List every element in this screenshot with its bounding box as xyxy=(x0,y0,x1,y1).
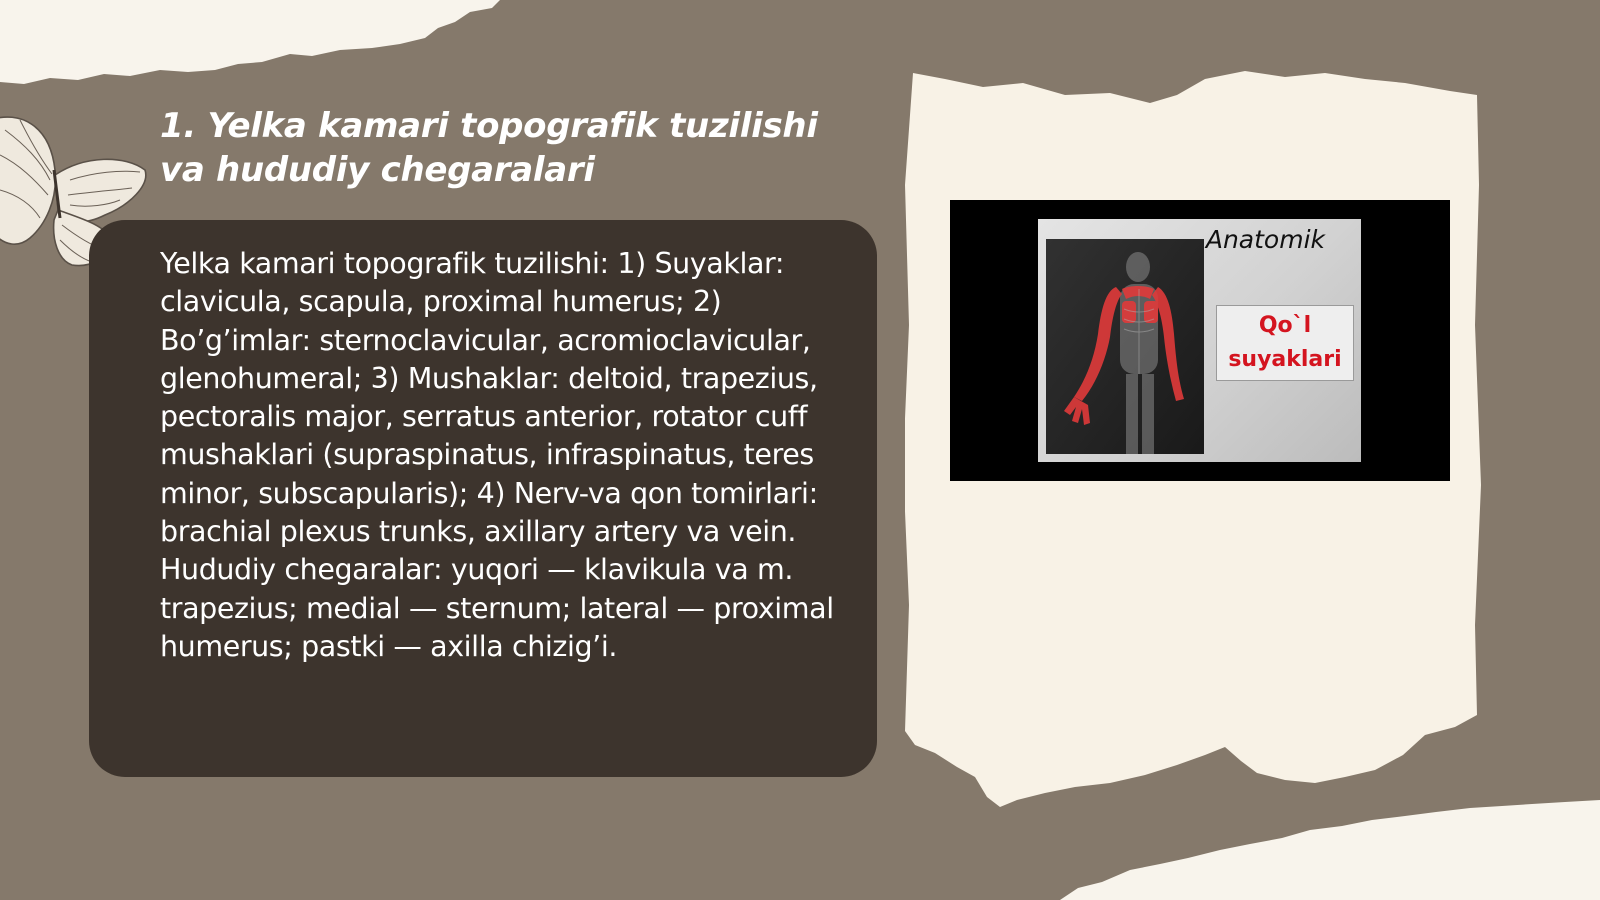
torn-paper-top-left xyxy=(0,0,520,95)
video-thumbnail[interactable] xyxy=(950,200,1450,481)
media-panel xyxy=(1038,219,1361,462)
media-heading: Anatomik xyxy=(1205,225,1325,254)
media-label: Qo`l suyaklari xyxy=(1216,305,1354,381)
xray-body-image xyxy=(1046,239,1204,454)
body-text: Yelka kamari topografik tuzilishi: 1) Suyaklar: clavicula, scapula, proximal humerus; 2) Bo’g’imlar: sternoclavicular, acromioclavicular, glenohumeral; 3) Mushaklar: deltoid, trapezius, pectoralis major, serratus anterior, rotator cuff mushaklari (supraspinatus, infraspinatus, teres minor, subscapularis); 4) Nerv-va qon tomirlari: brachial plexus trunks, axillary artery va vein. Hududiy chegaralar: yuqori — klavikula va m. trapezius; medial — sternum; lateral — proximal humerus; pastki — axilla chizig’i. xyxy=(160,247,834,663)
slide-title: 1. Yelka kamari topografik tuzilishi va hududiy chegaralari xyxy=(160,106,818,190)
